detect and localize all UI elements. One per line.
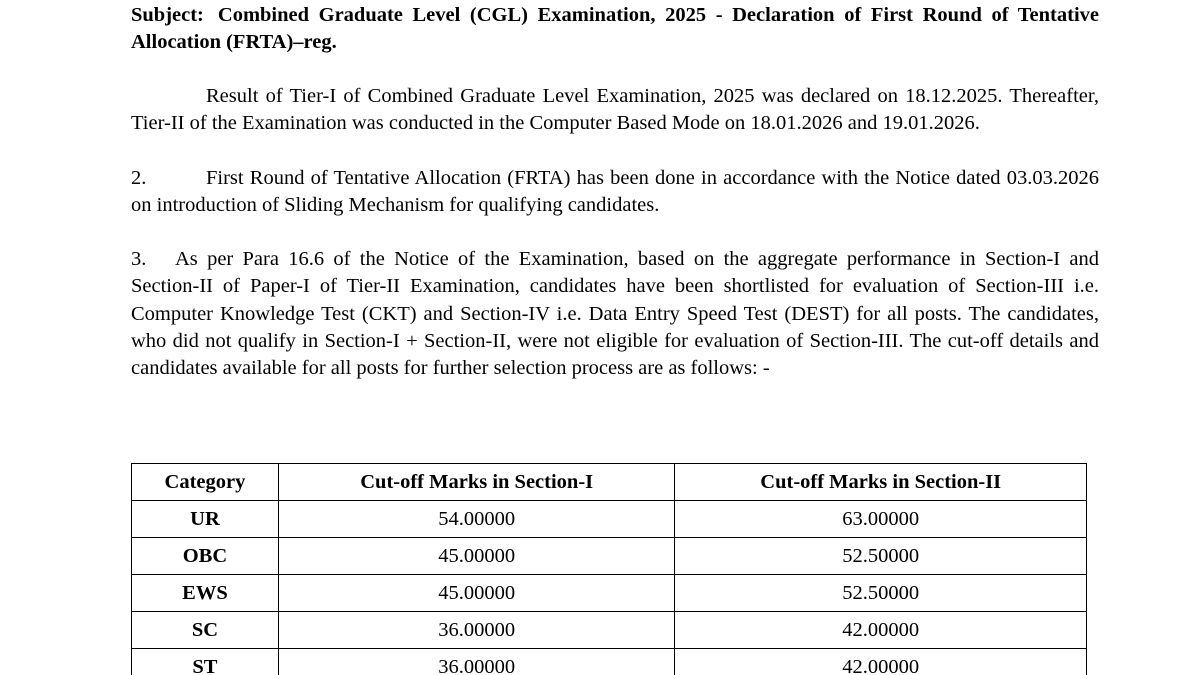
header-section-1: Cut-off Marks in Section-I xyxy=(278,464,675,501)
category-cell: UR xyxy=(132,501,279,538)
table-row xyxy=(132,649,1087,675)
section-1-cell: 45.00000 xyxy=(278,575,675,612)
paragraph-2-text: First Round of Tentative Allocation (FRTA) has been done in accordance with the Notice dated 03.03.2026 on introduction of Sliding Mechanism for qualifying candidates. xyxy=(131,166,1099,216)
category-cell: ST xyxy=(132,649,279,675)
category-cell: EWS xyxy=(132,575,279,612)
paragraph-2-number: 2. xyxy=(131,166,147,189)
cutoff-table xyxy=(131,463,1087,675)
section-2-cell: 42.00000 xyxy=(675,612,1087,649)
paragraph-2 xyxy=(131,165,1099,220)
table-row xyxy=(132,575,1087,612)
header-section-2: Cut-off Marks in Section-II xyxy=(675,464,1087,501)
section-1-cell: 36.00000 xyxy=(278,612,675,649)
header-category: Category xyxy=(132,464,279,501)
table-header-row xyxy=(132,464,1087,501)
paragraph-3-text: As per Para 16.6 of the Notice of the Examination, based on the aggregate performance in Section-I and Section-II of Paper-I of Tier-II Examination, candidates have been shortlisted for evaluation of Section-III i.e. Computer Knowledge Test (CKT) and Section-IV i.e. Data Entry Speed Test (DEST) for all posts. The candidates, who did not qualify in Section-I + Section-II, were not eligible for evaluation of Section-III. The cut-off details and candidates available for all posts for further selection process are as follows: - xyxy=(131,248,1099,380)
subject-label: Subject: xyxy=(131,4,204,26)
section-1-cell: 36.00000 xyxy=(278,649,675,675)
notice-document xyxy=(131,0,1099,383)
section-1-cell: 45.00000 xyxy=(278,538,675,575)
subject-line xyxy=(131,2,1099,56)
paragraph-1: Result of Tier-I of Combined Graduate Level Examination, 2025 was declared on 18.12.2025. Thereafter, Tier-II of the Examination was conducted in the Computer Based Mode on 18.01.2026 and 19.01.2026. xyxy=(131,85,1099,135)
table-row xyxy=(132,538,1087,575)
paragraph-3 xyxy=(131,246,1099,382)
section-2-cell: 52.50000 xyxy=(675,538,1087,575)
category-cell: OBC xyxy=(132,538,279,575)
category-cell: SC xyxy=(132,612,279,649)
paragraph-3-number: 3. xyxy=(131,248,147,271)
section-2-cell: 52.50000 xyxy=(675,575,1087,612)
section-2-cell: 42.00000 xyxy=(675,649,1087,675)
subject-text: Combined Graduate Level (CGL) Examination, 2025 - Declaration of First Round of Tentative Allocation (FRTA)–reg. xyxy=(131,4,1099,53)
table-row xyxy=(132,612,1087,649)
table-row xyxy=(132,501,1087,538)
section-1-cell: 54.00000 xyxy=(278,501,675,538)
section-2-cell: 63.00000 xyxy=(675,501,1087,538)
